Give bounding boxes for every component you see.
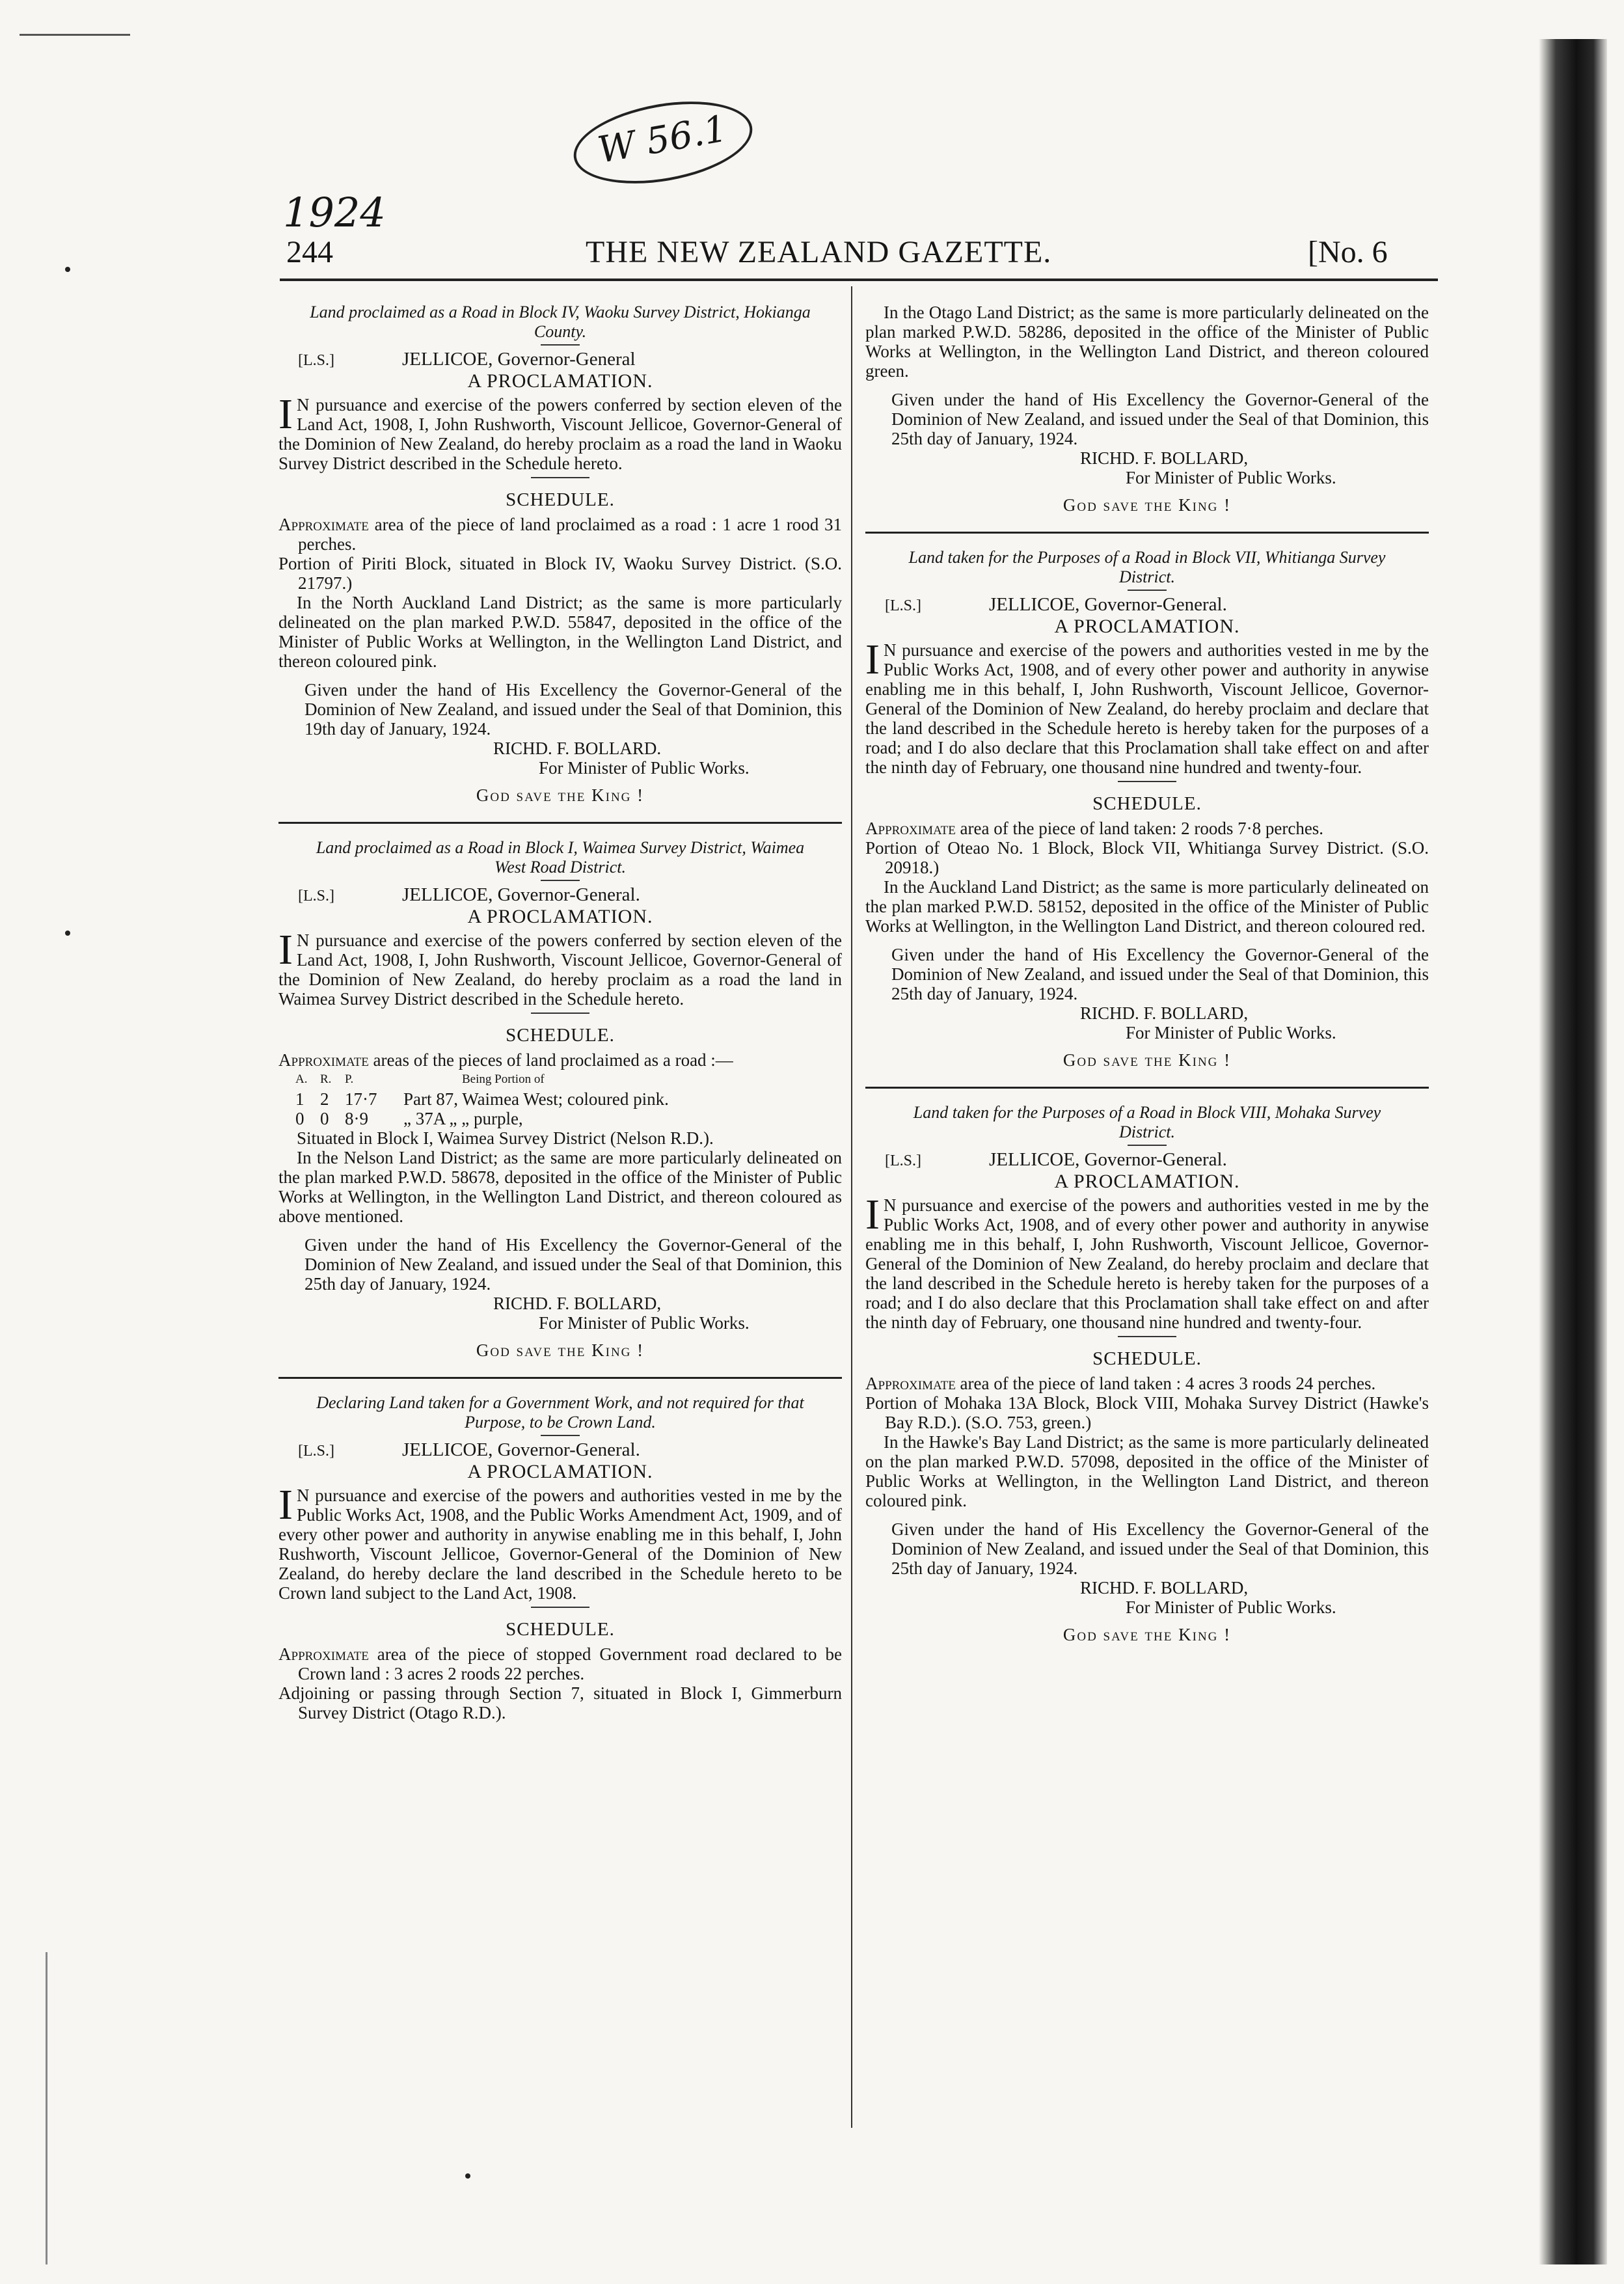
seal-line	[298, 1440, 842, 1461]
divider	[541, 344, 580, 346]
body-text: N pursuance and exercise of the powers and authorities vested in me by the Public Works Act, 1908, and of every other power and authority in anywise enabling me in this behalf, I, John Rushworth, Viscount Jellicoe, Governor-General of the Dominion of New Zealand, do hereby proclaim and declare that the land described in the Schedule hereto is hereby taken for the purposes of a road; and I do also declare that this Proclamation shall take effect on and after the ninth day of February, one thousand nine hundred and twenty-four.	[865, 640, 1429, 777]
body-text: N pursuance and exercise of the powers and authorities vested in me by the Public Works Act, 1908, and of every other power and authority in anywise enabling me in this behalf, I, John Rushworth, Viscount Jellicoe, Governor-General of the Dominion of New Zealand, do hereby proclaim and declare that the land described in the Schedule hereto is hereby taken for the purposes of a road; and I do also declare that this Proclamation shall take effect on and after the ninth day of February, one thousand nine hundred and twenty-four.	[865, 1195, 1429, 1332]
proclamation-body	[278, 926, 842, 1009]
approximate-label: Approximate	[278, 1644, 369, 1664]
portion-line: Portion of Oteao No. 1 Block, Block VII, Whitianga Survey District. (S.O. 20918.)	[865, 838, 1429, 877]
proclamation-body	[278, 1481, 842, 1603]
given-para: Given under the hand of His Excellency the Governor-General of the Dominion of New Zealand, and issued under the Seal of that Dominion, this 25th day of January, 1924.	[304, 1235, 842, 1294]
divider	[541, 880, 580, 881]
scan-speck	[465, 2173, 470, 2179]
seal-line	[298, 885, 842, 906]
notice-title: Land taken for the Purposes of a Road in Block VIII, Mohaka Survey District.	[913, 1103, 1381, 1141]
page-number: 244	[286, 235, 333, 269]
notice-title: Declaring Land taken for a Government Work, and not required for that Purpose, to be Crown Land.	[316, 1393, 804, 1432]
approximate-label: Approximate	[278, 1050, 369, 1070]
god-save-the-king: God save the King !	[1062, 495, 1232, 515]
seal-mark: [L.S.]	[885, 1152, 921, 1169]
right-column	[865, 303, 1429, 1644]
schedule-heading: SCHEDULE.	[1092, 1348, 1202, 1369]
divider	[1118, 781, 1176, 782]
body-text: N pursuance and exercise of the powers conferred by section eleven of the Land Act, 1908, I, John Rushworth, Viscount Jellicoe, Governor-General of the Dominion of New Zealand, do hereby proclaim as a road the land in Waimea Survey District described in the Schedule hereto.	[278, 931, 842, 1009]
gazette-title: THE NEW ZEALAND GAZETTE.	[586, 235, 1052, 269]
divider	[531, 1607, 589, 1608]
seal-line	[885, 1150, 1429, 1171]
proclamation-heading: A PROCLAMATION.	[1054, 1171, 1240, 1192]
signature-title: For Minister of Public Works.	[539, 1313, 750, 1333]
signature-title: For Minister of Public Works.	[1126, 468, 1336, 487]
table-row	[295, 1089, 842, 1109]
section-separator	[278, 1377, 842, 1379]
schedule-heading: SCHEDULE.	[1092, 793, 1202, 814]
god-save-the-king: God save the King !	[1062, 1625, 1232, 1644]
governor-general: JELLICOE, Governor-General.	[989, 594, 1227, 615]
scan-speck	[65, 931, 70, 936]
signature-name: RICHD. F. BOLLARD,	[1080, 448, 1249, 468]
roods-header: R.	[320, 1072, 332, 1086]
schedule-heading: SCHEDULE.	[506, 1025, 615, 1046]
proclamation-body	[865, 1191, 1429, 1332]
area-line	[278, 515, 842, 554]
area-text: area of the piece of land proclaimed as a road : 1 acre 1 rood 31 perches.	[298, 515, 843, 554]
signature-title: For Minister of Public Works.	[1126, 1023, 1336, 1042]
drop-cap: I	[278, 390, 293, 438]
scan-mark	[46, 1952, 47, 2264]
god-save-the-king: God save the King !	[476, 785, 645, 805]
given-para: Given under the hand of His Excellency the Governor-General of the Dominion of New Zealand, and issued under the Seal of that Dominion, this 25th day of January, 1924.	[891, 1519, 1429, 1578]
drop-cap: I	[278, 926, 293, 973]
scan-binding-shadow	[1539, 39, 1607, 2264]
cell-description: Part 87, Waimea West; coloured pink.	[403, 1089, 669, 1109]
notice-title: Land proclaimed as a Road in Block I, Waimea Survey District, Waimea West Road District.	[316, 838, 805, 877]
approximate-label: Approximate	[865, 819, 956, 838]
god-save-the-king: God save the King !	[476, 1340, 645, 1360]
seal-mark: [L.S.]	[885, 597, 921, 614]
cell-roods: 0	[320, 1109, 329, 1128]
governor-general: JELLICOE, Governor-General	[402, 349, 636, 370]
cell-perches: 17·7	[345, 1089, 377, 1109]
district-para: In the Hawke's Bay Land District; as the same is more particularly delineated on the plan marked P.W.D. 57098, deposited in the office of the Minister of Public Works at Wellington, in the Wellington Land District, and thereon coloured pink.	[865, 1432, 1429, 1510]
signature-name: RICHD. F. BOLLARD.	[493, 739, 662, 758]
situated-para: Situated in Block I, Waimea Survey District (Nelson R.D.).	[297, 1128, 714, 1148]
district-para: In the Otago Land District; as the same is more particularly delineated on the plan marked P.W.D. 58286, deposited in the office of the Minister of Public Works at Wellington, in the Wellington Land District, and thereon coloured green.	[865, 303, 1429, 381]
notice-whitianga	[865, 548, 1429, 1070]
stamp-text: W 56.1	[595, 107, 731, 172]
notice-waoku	[278, 303, 842, 805]
district-para: In the North Auckland Land District; as the same is more particularly delineated on the plan marked P.W.D. 55847, deposited in the office of the Minister of Public Works at Wellington, in the Wellington Land District, and thereon coloured pink.	[278, 593, 842, 671]
scan-speck	[65, 267, 70, 272]
governor-general: JELLICOE, Governor-General.	[402, 884, 640, 905]
column-rule	[851, 286, 852, 2128]
section-separator	[865, 532, 1429, 534]
proclamation-heading: A PROCLAMATION.	[1054, 616, 1240, 637]
notice-crown-land-continued	[865, 303, 1429, 515]
area-text: area of the piece of land taken: 2 roods 7·8 perches.	[960, 819, 1324, 838]
portion-line: Portion of Mohaka 13A Block, Block VIII, Mohaka Survey District (Hawke's Bay R.D.). (S.O. 753, green.)	[865, 1393, 1429, 1432]
cell-roods: 2	[320, 1089, 329, 1109]
divider	[541, 1435, 580, 1436]
approximate-label: Approximate	[278, 515, 369, 534]
seal-mark: [L.S.]	[298, 352, 334, 369]
table-header	[295, 1070, 842, 1089]
cell-acres: 1	[295, 1089, 304, 1109]
area-line	[278, 1050, 842, 1070]
signature-name: RICHD. F. BOLLARD,	[493, 1294, 662, 1313]
area-text: areas of the pieces of land proclaimed as a road :—	[373, 1050, 733, 1070]
seal-line	[885, 595, 1429, 616]
divider	[531, 477, 589, 478]
body-text: N pursuance and exercise of the powers conferred by section eleven of the Land Act, 1908, I, John Rushworth, Viscount Jellicoe, Governor-General of the Dominion of New Zealand, do hereby proclaim as a road the land in Waoku Survey District described in the Schedule hereto.	[278, 395, 842, 473]
district-para: In the Nelson Land District; as the same are more particularly delineated on the plan marked P.W.D. 58678, deposited in the office of the Minister of Public Works at Wellington, in the Wellington Land District, and thereon coloured as above mentioned.	[278, 1148, 842, 1226]
proclamation-heading: A PROCLAMATION.	[467, 370, 653, 392]
seal-mark: [L.S.]	[298, 888, 334, 904]
proclamation-heading: A PROCLAMATION.	[467, 906, 653, 927]
governor-general: JELLICOE, Governor-General.	[989, 1149, 1227, 1170]
signature-title: For Minister of Public Works.	[1126, 1597, 1336, 1617]
issue-number: [No. 6	[1308, 235, 1388, 269]
area-line	[865, 819, 1429, 838]
drop-cap: I	[865, 636, 880, 683]
scan-mark	[20, 34, 130, 36]
approximate-label: Approximate	[865, 1374, 956, 1393]
god-save-the-king: God save the King !	[1062, 1050, 1232, 1070]
divider	[1118, 1336, 1176, 1337]
area-text: area of the piece of stopped Government road declared to be Crown land : 3 acres 2 roods 22 perches.	[298, 1644, 842, 1683]
adjoining-line: Adjoining or passing through Section 7, situated in Block I, Gimmerburn Survey District (Otago R.D.).	[278, 1683, 842, 1722]
header-rule	[280, 279, 1438, 281]
divider	[531, 1013, 589, 1014]
drop-cap: I	[865, 1191, 880, 1238]
signature-name: RICHD. F. BOLLARD,	[1080, 1578, 1249, 1597]
notice-waimea	[278, 838, 842, 1360]
handwritten-year: 1924	[283, 189, 386, 236]
portion-header: Being Portion of	[462, 1072, 545, 1086]
left-column	[278, 303, 842, 1722]
area-line	[278, 1644, 842, 1683]
given-para: Given under the hand of His Excellency the Governor-General of the Dominion of New Zealand, and issued under the Seal of that Dominion, this 19th day of January, 1924.	[304, 680, 842, 739]
proclamation-body	[865, 636, 1429, 777]
handwritten-stamp	[567, 89, 759, 196]
given-para: Given under the hand of His Excellency the Governor-General of the Dominion of New Zealand, and issued under the Seal of that Dominion, this 25th day of January, 1924.	[891, 390, 1429, 448]
schedule-heading: SCHEDULE.	[506, 489, 615, 510]
signature-title: For Minister of Public Works.	[539, 758, 750, 778]
area-line	[865, 1374, 1429, 1393]
section-separator	[865, 1087, 1429, 1089]
governor-general: JELLICOE, Governor-General.	[402, 1439, 640, 1460]
perches-header: P.	[345, 1072, 354, 1086]
drop-cap: I	[278, 1481, 293, 1529]
cell-description: „ 37A „ „ purple,	[403, 1109, 523, 1128]
portion-line: Portion of Piriti Block, situated in Block IV, Waoku Survey District. (S.O. 21797.)	[278, 554, 842, 593]
cell-perches: 8·9	[345, 1109, 368, 1128]
notice-crown-land	[278, 1393, 842, 1722]
proclamation-body	[278, 390, 842, 473]
notice-title: Land taken for the Purposes of a Road in Block VII, Whitianga Survey District.	[908, 548, 1386, 586]
proclamation-heading: A PROCLAMATION.	[467, 1461, 653, 1482]
divider	[1128, 590, 1167, 591]
table-row	[295, 1109, 842, 1128]
signature-name: RICHD. F. BOLLARD,	[1080, 1003, 1249, 1023]
given-para: Given under the hand of His Excellency the Governor-General of the Dominion of New Zealand, and issued under the Seal of that Dominion, this 25th day of January, 1924.	[891, 945, 1429, 1003]
schedule-heading: SCHEDULE.	[506, 1619, 615, 1640]
divider	[1128, 1145, 1167, 1146]
notice-title: Land proclaimed as a Road in Block IV, Waoku Survey District, Hokianga County.	[310, 303, 811, 341]
section-separator	[278, 822, 842, 824]
district-para: In the Auckland Land District; as the same is more particularly delineated on the plan marked P.W.D. 58152, deposited in the office of the Minister of Public Works at Wellington, in the Wellington Land District, and thereon coloured red.	[865, 877, 1429, 936]
notice-mohaka	[865, 1103, 1429, 1644]
seal-line	[298, 349, 842, 370]
area-text: area of the piece of land taken : 4 acres 3 roods 24 perches.	[960, 1374, 1376, 1393]
cell-acres: 0	[295, 1109, 304, 1128]
body-text: N pursuance and exercise of the powers and authorities vested in me by the Public Works Act, 1908, and the Public Works Amendment Act, 1909, and of every other power and authority in anywise enabling me in this behalf, I, John Rushworth, Viscount Jellicoe, Governor-General of the Dominion of New Zealand, do hereby declare the land described in the Schedule hereto to be Crown land subject to the Land Act, 1908.	[278, 1486, 842, 1603]
seal-mark: [L.S.]	[298, 1443, 334, 1460]
acres-header: A.	[295, 1072, 308, 1086]
